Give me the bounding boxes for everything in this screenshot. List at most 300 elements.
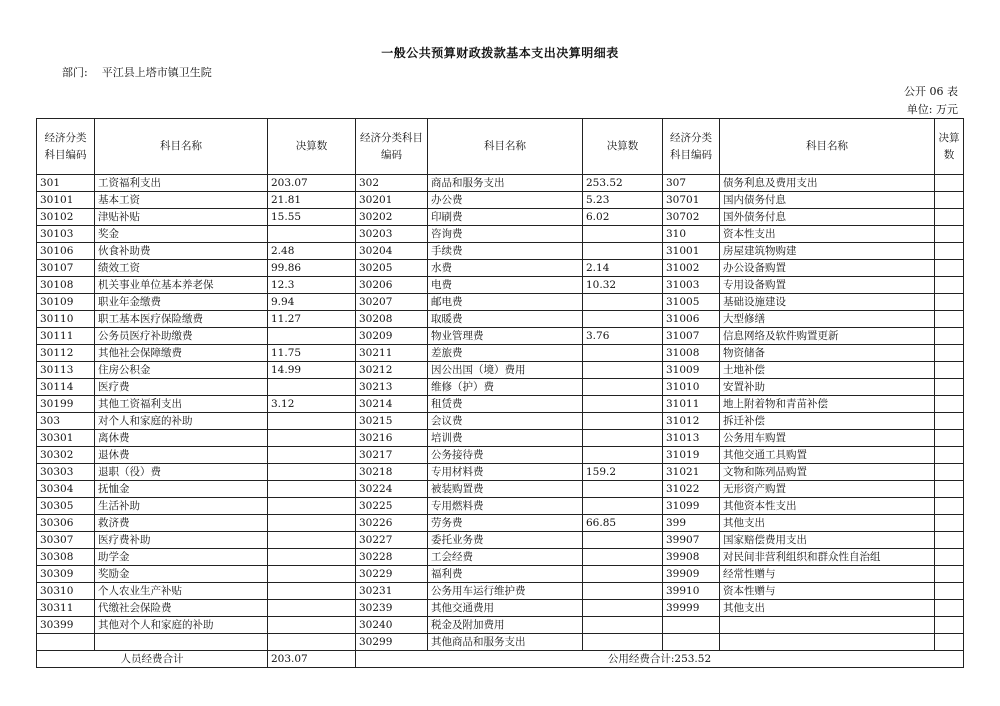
- cell-code-c: 31007: [663, 328, 720, 345]
- cell-amount-c: [935, 396, 964, 413]
- cell-name-b: 办公费: [428, 192, 583, 209]
- cell-amount-a: [268, 430, 356, 447]
- cell-name-b: 会议费: [428, 413, 583, 430]
- cell-name-a: 工资福利支出: [95, 175, 268, 192]
- cell-amount-a: [268, 328, 356, 345]
- cell-name-c: 大型修缮: [720, 311, 935, 328]
- cell-name-c: 国家赔偿费用支出: [720, 532, 935, 549]
- cell-code-a: 30303: [37, 464, 95, 481]
- cell-name-c: 基础设施建设: [720, 294, 935, 311]
- header-code-c: 经济分类科目编码: [663, 119, 720, 175]
- cell-amount-a: [268, 515, 356, 532]
- cell-code-b: 30215: [356, 413, 428, 430]
- cell-code-b: 30203: [356, 226, 428, 243]
- cell-name-a: 奖励金: [95, 566, 268, 583]
- cell-amount-a: 2.48: [268, 243, 356, 260]
- cell-name-c: 对民间非营利组织和群众性自治组: [720, 549, 935, 566]
- cell-code-c: 31012: [663, 413, 720, 430]
- cell-name-b: 被装购置费: [428, 481, 583, 498]
- cell-name-c: 物资储备: [720, 345, 935, 362]
- cell-name-a: 职工基本医疗保险缴费: [95, 311, 268, 328]
- cell-code-a: 30305: [37, 498, 95, 515]
- cell-amount-a: 21.81: [268, 192, 356, 209]
- cell-name-a: 代缴社会保险费: [95, 600, 268, 617]
- cell-name-b: 工会经费: [428, 549, 583, 566]
- cell-amount-a: [268, 481, 356, 498]
- cell-code-c: 31010: [663, 379, 720, 396]
- cell-code-c: 39908: [663, 549, 720, 566]
- cell-code-a: 30399: [37, 617, 95, 634]
- cell-amount-a: [268, 464, 356, 481]
- cell-amount-a: [268, 634, 356, 651]
- personnel-total-value: 203.07: [268, 651, 356, 668]
- cell-code-b: 30217: [356, 447, 428, 464]
- cell-code-a: 30111: [37, 328, 95, 345]
- table-row: [37, 294, 964, 311]
- table-row: [37, 175, 964, 192]
- cell-name-c: 经常性赠与: [720, 566, 935, 583]
- cell-code-b: 30211: [356, 345, 428, 362]
- cell-amount-b: 159.2: [583, 464, 663, 481]
- cell-code-b: 30206: [356, 277, 428, 294]
- table-row: [37, 209, 964, 226]
- cell-name-b: 印刷费: [428, 209, 583, 226]
- cell-name-a: 绩效工资: [95, 260, 268, 277]
- cell-name-a: 津贴补贴: [95, 209, 268, 226]
- cell-code-a: 30302: [37, 447, 95, 464]
- header-amount-a: 决算数: [268, 119, 356, 175]
- table-row: [37, 447, 964, 464]
- cell-amount-c: [935, 328, 964, 345]
- cell-name-b: 维修（护）费: [428, 379, 583, 396]
- cell-amount-b: [583, 583, 663, 600]
- cell-name-b: 电费: [428, 277, 583, 294]
- header-code-b: 经济分类科目编码: [356, 119, 428, 175]
- cell-amount-b: [583, 566, 663, 583]
- department-name: 平江县上塔市镇卫生院: [101, 66, 212, 79]
- header-code-a: 经济分类科目编码: [37, 119, 95, 175]
- cell-code-b: 30204: [356, 243, 428, 260]
- cell-code-c: 31006: [663, 311, 720, 328]
- cell-name-c: [720, 634, 935, 651]
- cell-name-c: 国内债务付息: [720, 192, 935, 209]
- cell-code-c: 31008: [663, 345, 720, 362]
- cell-amount-a: 9.94: [268, 294, 356, 311]
- cell-amount-c: [935, 413, 964, 430]
- cell-name-a: 救济费: [95, 515, 268, 532]
- public-total: [356, 651, 964, 668]
- cell-amount-c: [935, 532, 964, 549]
- cell-name-c: 专用设备购置: [720, 277, 935, 294]
- header-name-c: 科目名称: [720, 119, 935, 175]
- cell-name-b: 培训费: [428, 430, 583, 447]
- cell-code-b: 30218: [356, 464, 428, 481]
- cell-name-a: 个人农业生产补贴: [95, 583, 268, 600]
- table-row: [37, 311, 964, 328]
- cell-code-c: 31022: [663, 481, 720, 498]
- cell-code-a: 30309: [37, 566, 95, 583]
- cell-name-c: 国外债务付息: [720, 209, 935, 226]
- cell-name-a: 对个人和家庭的补助: [95, 413, 268, 430]
- cell-name-a: 其他对个人和家庭的补助: [95, 617, 268, 634]
- cell-amount-b: [583, 379, 663, 396]
- table-row: [37, 634, 964, 651]
- table-row: [37, 532, 964, 549]
- cell-code-a: 30112: [37, 345, 95, 362]
- cell-name-b: 其他商品和服务支出: [428, 634, 583, 651]
- cell-amount-c: [935, 617, 964, 634]
- cell-name-a: 助学金: [95, 549, 268, 566]
- cell-code-a: 30308: [37, 549, 95, 566]
- cell-name-c: 其他交通工具购置: [720, 447, 935, 464]
- cell-amount-a: [268, 600, 356, 617]
- table-row: [37, 277, 964, 294]
- report-title: 一般公共预算财政拨款基本支出决算明细表: [381, 46, 619, 60]
- cell-code-b: 30225: [356, 498, 428, 515]
- cell-code-a: 30102: [37, 209, 95, 226]
- cell-amount-a: [268, 617, 356, 634]
- expenditure-table: [36, 118, 964, 668]
- cell-amount-c: [935, 175, 964, 192]
- table-row: [37, 549, 964, 566]
- cell-amount-b: 3.76: [583, 328, 663, 345]
- cell-name-a: [95, 634, 268, 651]
- cell-code-a: 30199: [37, 396, 95, 413]
- cell-code-c: 39909: [663, 566, 720, 583]
- cell-amount-c: [935, 481, 964, 498]
- cell-code-b: 30228: [356, 549, 428, 566]
- cell-amount-a: 11.27: [268, 311, 356, 328]
- cell-code-a: 30304: [37, 481, 95, 498]
- cell-name-b: 咨询费: [428, 226, 583, 243]
- cell-name-c: [720, 617, 935, 634]
- cell-code-a: 30103: [37, 226, 95, 243]
- cell-amount-a: [268, 583, 356, 600]
- totals-row: [37, 651, 964, 668]
- cell-code-a: 30108: [37, 277, 95, 294]
- cell-amount-c: [935, 226, 964, 243]
- cell-amount-a: 12.3: [268, 277, 356, 294]
- cell-code-c: 39907: [663, 532, 720, 549]
- cell-code-a: 30110: [37, 311, 95, 328]
- cell-code-b: 30299: [356, 634, 428, 651]
- cell-code-c: 31005: [663, 294, 720, 311]
- cell-amount-a: 11.75: [268, 345, 356, 362]
- cell-name-c: 其他资本性支出: [720, 498, 935, 515]
- cell-amount-b: [583, 447, 663, 464]
- cell-amount-c: [935, 464, 964, 481]
- cell-name-b: 手续费: [428, 243, 583, 260]
- cell-code-c: 30701: [663, 192, 720, 209]
- cell-code-c: 399: [663, 515, 720, 532]
- cell-name-c: 资本性赠与: [720, 583, 935, 600]
- table-row: [37, 192, 964, 209]
- table-row: [37, 362, 964, 379]
- cell-name-c: 地上附着物和青苗补偿: [720, 396, 935, 413]
- cell-amount-c: [935, 583, 964, 600]
- table-row: [37, 600, 964, 617]
- table-row: [37, 345, 964, 362]
- cell-amount-b: [583, 617, 663, 634]
- cell-code-c: 31001: [663, 243, 720, 260]
- cell-amount-c: [935, 549, 964, 566]
- table-row: [37, 328, 964, 345]
- cell-amount-b: [583, 226, 663, 243]
- cell-name-b: 租赁费: [428, 396, 583, 413]
- cell-name-b: 公务用车运行维护费: [428, 583, 583, 600]
- table-row: [37, 243, 964, 260]
- cell-amount-b: 6.02: [583, 209, 663, 226]
- cell-amount-c: [935, 277, 964, 294]
- table-row: [37, 617, 964, 634]
- cell-code-c: 307: [663, 175, 720, 192]
- cell-name-b: 委托业务费: [428, 532, 583, 549]
- cell-amount-b: [583, 294, 663, 311]
- cell-code-a: 303: [37, 413, 95, 430]
- cell-name-c: 土地补偿: [720, 362, 935, 379]
- cell-amount-b: [583, 362, 663, 379]
- cell-amount-a: [268, 447, 356, 464]
- cell-code-b: 30216: [356, 430, 428, 447]
- cell-code-c: 31009: [663, 362, 720, 379]
- cell-amount-c: [935, 243, 964, 260]
- cell-amount-b: [583, 396, 663, 413]
- cell-name-a: 奖金: [95, 226, 268, 243]
- table-row: [37, 430, 964, 447]
- cell-name-c: 资本性支出: [720, 226, 935, 243]
- public-total-value: 253.52: [674, 652, 712, 665]
- cell-amount-a: 203.07: [268, 175, 356, 192]
- cell-amount-b: 253.52: [583, 175, 663, 192]
- cell-code-b: 30226: [356, 515, 428, 532]
- cell-code-b: 30231: [356, 583, 428, 600]
- cell-code-a: 30107: [37, 260, 95, 277]
- table-row: [37, 464, 964, 481]
- department-label: 部门:: [62, 66, 88, 79]
- cell-code-a: 30307: [37, 532, 95, 549]
- cell-name-c: 文物和陈列品购置: [720, 464, 935, 481]
- cell-name-b: 公务接待费: [428, 447, 583, 464]
- cell-name-a: 退休费: [95, 447, 268, 464]
- unit-label: 单位: 万元: [906, 103, 958, 116]
- cell-amount-c: [935, 634, 964, 651]
- cell-code-b: 30202: [356, 209, 428, 226]
- cell-amount-b: [583, 311, 663, 328]
- cell-name-b: 水费: [428, 260, 583, 277]
- cell-amount-b: [583, 498, 663, 515]
- cell-name-b: 邮电费: [428, 294, 583, 311]
- cell-amount-c: [935, 311, 964, 328]
- cell-amount-a: [268, 498, 356, 515]
- cell-name-b: 福利费: [428, 566, 583, 583]
- header-amount-b: 决算数: [583, 119, 663, 175]
- cell-code-c: 39999: [663, 600, 720, 617]
- cell-code-b: 302: [356, 175, 428, 192]
- cell-amount-a: [268, 566, 356, 583]
- cell-name-a: 医疗费补助: [95, 532, 268, 549]
- cell-code-b: 30224: [356, 481, 428, 498]
- table-row: [37, 515, 964, 532]
- cell-name-a: 退职（役）费: [95, 464, 268, 481]
- header-amount-c: 决算数: [935, 119, 964, 175]
- cell-name-b: 其他交通费用: [428, 600, 583, 617]
- cell-amount-c: [935, 294, 964, 311]
- cell-amount-c: [935, 362, 964, 379]
- cell-name-b: 专用材料费: [428, 464, 583, 481]
- cell-amount-c: [935, 379, 964, 396]
- cell-amount-b: [583, 549, 663, 566]
- cell-code-a: 30109: [37, 294, 95, 311]
- cell-amount-a: 15.55: [268, 209, 356, 226]
- cell-name-b: 商品和服务支出: [428, 175, 583, 192]
- cell-code-b: 30213: [356, 379, 428, 396]
- cell-amount-c: [935, 566, 964, 583]
- cell-amount-a: [268, 379, 356, 396]
- cell-amount-b: 10.32: [583, 277, 663, 294]
- cell-amount-c: [935, 430, 964, 447]
- cell-name-b: 劳务费: [428, 515, 583, 532]
- cell-code-b: 30208: [356, 311, 428, 328]
- header-name-a: 科目名称: [95, 119, 268, 175]
- cell-amount-b: [583, 634, 663, 651]
- cell-name-b: 因公出国（境）费用: [428, 362, 583, 379]
- table-row: [37, 413, 964, 430]
- cell-amount-c: [935, 260, 964, 277]
- cell-name-c: 房屋建筑物购建: [720, 243, 935, 260]
- cell-amount-b: 5.23: [583, 192, 663, 209]
- cell-amount-b: [583, 345, 663, 362]
- cell-code-c: 31019: [663, 447, 720, 464]
- cell-amount-c: [935, 600, 964, 617]
- cell-amount-a: [268, 413, 356, 430]
- table-row: [37, 583, 964, 600]
- cell-code-b: 30207: [356, 294, 428, 311]
- header-row: [37, 119, 964, 175]
- cell-amount-b: 2.14: [583, 260, 663, 277]
- table-row: [37, 396, 964, 413]
- cell-code-c: 31013: [663, 430, 720, 447]
- cell-amount-b: [583, 600, 663, 617]
- cell-name-a: 生活补助: [95, 498, 268, 515]
- cell-amount-c: [935, 447, 964, 464]
- cell-name-c: 其他支出: [720, 600, 935, 617]
- cell-code-b: 30209: [356, 328, 428, 345]
- cell-name-a: 其他工资福利支出: [95, 396, 268, 413]
- cell-amount-b: [583, 481, 663, 498]
- cell-code-c: 31011: [663, 396, 720, 413]
- cell-name-a: 伙食补助费: [95, 243, 268, 260]
- cell-amount-a: 14.99: [268, 362, 356, 379]
- cell-name-a: 职业年金缴费: [95, 294, 268, 311]
- cell-amount-c: [935, 515, 964, 532]
- cell-code-c: 30702: [663, 209, 720, 226]
- cell-code-a: 30310: [37, 583, 95, 600]
- cell-name-b: 税金及附加费用: [428, 617, 583, 634]
- cell-amount-c: [935, 345, 964, 362]
- cell-code-a: 30311: [37, 600, 95, 617]
- cell-code-c: [663, 617, 720, 634]
- cell-code-b: 30205: [356, 260, 428, 277]
- cell-code-b: 30212: [356, 362, 428, 379]
- cell-amount-c: [935, 209, 964, 226]
- cell-code-c: 39910: [663, 583, 720, 600]
- cell-code-a: 30306: [37, 515, 95, 532]
- cell-code-c: 31099: [663, 498, 720, 515]
- cell-name-c: 信息网络及软件购置更新: [720, 328, 935, 345]
- cell-amount-b: 66.85: [583, 515, 663, 532]
- cell-code-c: 31021: [663, 464, 720, 481]
- cell-name-b: 取暖费: [428, 311, 583, 328]
- cell-code-b: 30227: [356, 532, 428, 549]
- cell-name-b: 物业管理费: [428, 328, 583, 345]
- cell-code-a: [37, 634, 95, 651]
- table-row: [37, 379, 964, 396]
- cell-amount-a: 99.86: [268, 260, 356, 277]
- cell-amount-a: 3.12: [268, 396, 356, 413]
- cell-name-a: 医疗费: [95, 379, 268, 396]
- cell-amount-b: [583, 413, 663, 430]
- cell-name-a: 公务员医疗补助缴费: [95, 328, 268, 345]
- cell-name-c: 无形资产购置: [720, 481, 935, 498]
- form-number: 公开 06 表: [904, 85, 958, 98]
- cell-code-a: 301: [37, 175, 95, 192]
- cell-name-c: 其他支出: [720, 515, 935, 532]
- cell-amount-b: [583, 532, 663, 549]
- cell-code-c: 31002: [663, 260, 720, 277]
- table-row: [37, 260, 964, 277]
- cell-name-c: 办公设备购置: [720, 260, 935, 277]
- header-name-b: 科目名称: [428, 119, 583, 175]
- cell-name-a: 其他社会保障缴费: [95, 345, 268, 362]
- cell-amount-c: [935, 498, 964, 515]
- department-line: [62, 64, 212, 80]
- cell-code-b: 30239: [356, 600, 428, 617]
- cell-name-c: 债务利息及费用支出: [720, 175, 935, 192]
- table-row: [37, 226, 964, 243]
- cell-amount-b: [583, 243, 663, 260]
- personnel-total-label: 人员经费合计: [37, 651, 268, 668]
- cell-code-c: [663, 634, 720, 651]
- cell-name-a: 抚恤金: [95, 481, 268, 498]
- cell-name-c: 拆迁补偿: [720, 413, 935, 430]
- public-total-label: 公用经费合计:: [607, 652, 675, 665]
- cell-name-c: 公务用车购置: [720, 430, 935, 447]
- cell-code-a: 30113: [37, 362, 95, 379]
- cell-code-a: 30106: [37, 243, 95, 260]
- cell-amount-a: [268, 549, 356, 566]
- cell-amount-b: [583, 430, 663, 447]
- cell-name-a: 基本工资: [95, 192, 268, 209]
- cell-amount-c: [935, 192, 964, 209]
- cell-code-b: 30201: [356, 192, 428, 209]
- cell-code-c: 310: [663, 226, 720, 243]
- cell-name-a: 机关事业单位基本养老保: [95, 277, 268, 294]
- cell-name-b: 专用燃料费: [428, 498, 583, 515]
- table-row: [37, 566, 964, 583]
- cell-code-b: 30229: [356, 566, 428, 583]
- cell-code-a: 30114: [37, 379, 95, 396]
- cell-code-c: 31003: [663, 277, 720, 294]
- cell-name-b: 差旅费: [428, 345, 583, 362]
- cell-code-a: 30301: [37, 430, 95, 447]
- cell-amount-a: [268, 226, 356, 243]
- table-row: [37, 498, 964, 515]
- cell-name-a: 离休费: [95, 430, 268, 447]
- cell-name-c: 安置补助: [720, 379, 935, 396]
- cell-code-a: 30101: [37, 192, 95, 209]
- table-row: [37, 481, 964, 498]
- cell-code-b: 30240: [356, 617, 428, 634]
